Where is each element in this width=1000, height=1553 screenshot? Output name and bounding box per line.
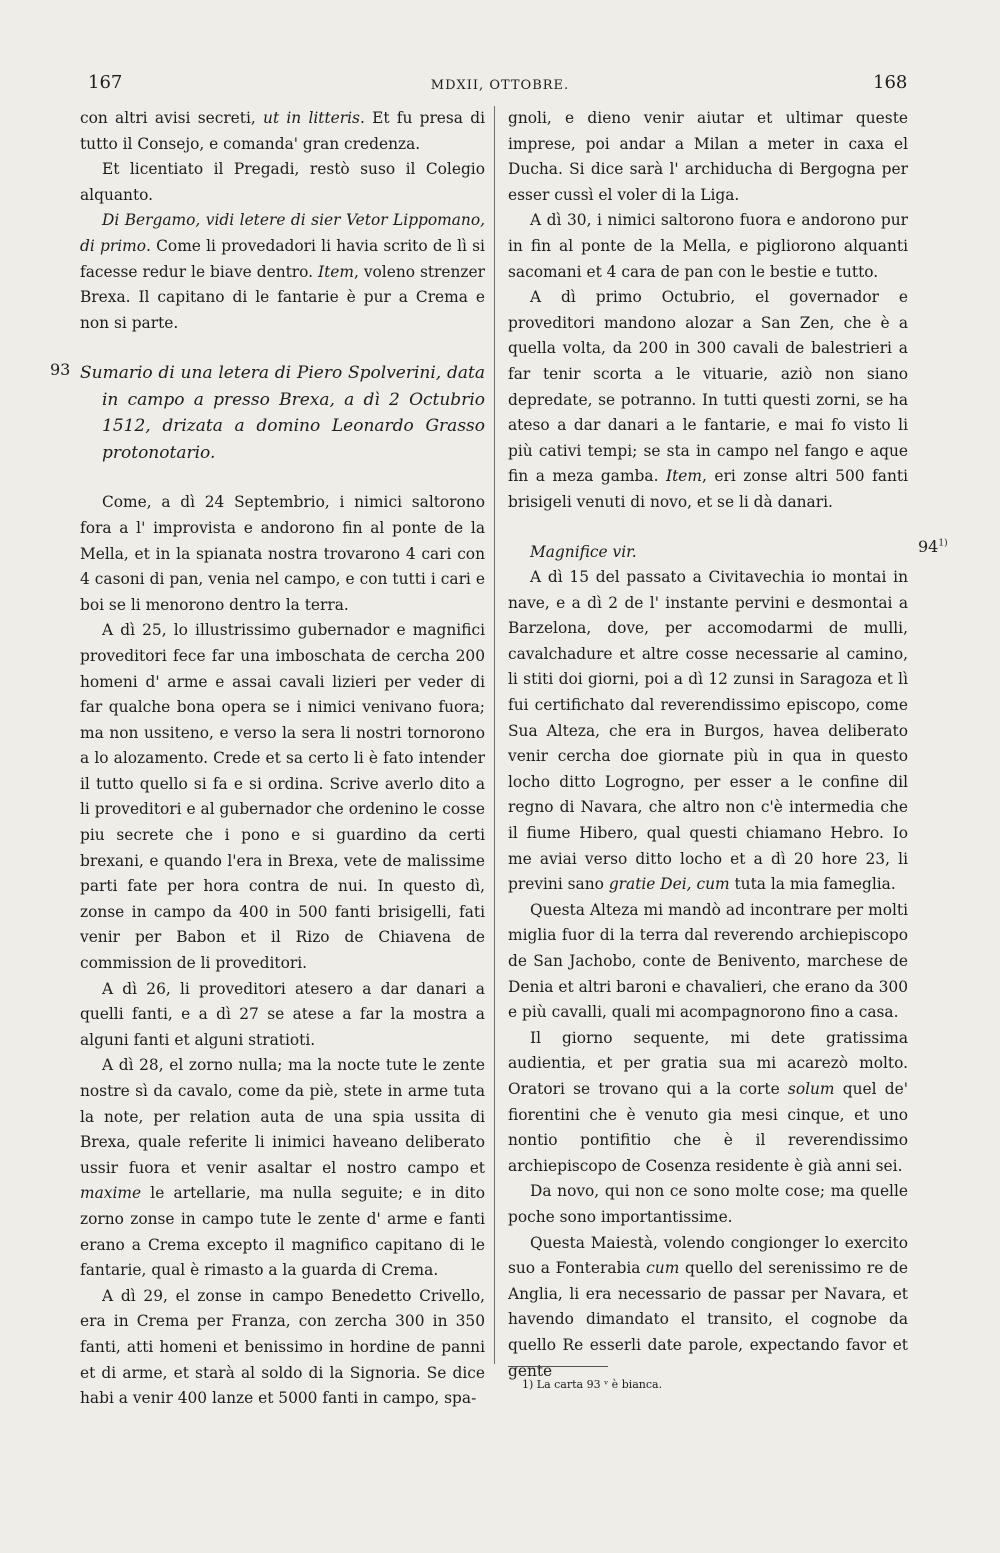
margin-number-93: 93 <box>50 360 71 379</box>
salutation: Magnifice vir. <box>530 542 637 561</box>
paragraph: A dì 15 del passato a Civitavechia io montai in nave, e a dì 2 de l' instante pervini e desmontai a Barzelona, dove, per accomodarmi de mulli, cavalchadure et altre cosse necessarie al camino, li stiti doi giorni, poi a dì 12 zunsi in Saragoza et lì fui certifichato dal reverendissimo episcopo, come Sua Alteza, che era in Burgos, havea deliberato venir cercha doe giornate più in qua in questo locho ditto Logrogno, per esser a le confine dil regno di Navara, che altro non c'è intermedia che il fiume Hibero, qual questi chiamano Hebro. Io me aviai verso ditto locho et a dì 20 hore 23, li previni sano gratie Dei, cum tuta la mia fameglia. <box>508 568 908 894</box>
column-right <box>508 106 908 1384</box>
paragraph: A dì 30, i nimici saltorono fuora e andorono pur in fin al ponte de la Mella, e pigliorono alquanti sacomani et 4 cara de pan con le bestie e tutto. <box>508 211 908 281</box>
margin-number-94-value: 94 <box>918 537 939 556</box>
column-divider <box>494 106 495 1364</box>
paragraph: A dì 26, li proveditori atesero a dar danari a quelli fanti, e a dì 27 se atese a far la mostra a alguni fanti et alguni stratioti. <box>80 979 485 1049</box>
paragraph: Da novo, qui non ce sono molte cose; ma quelle poche sono importantissime. <box>508 1182 908 1226</box>
paragraph: Di Bergamo, vidi letere di sier Vetor Lippomano, di primo. Come li provedadori li havia scrito de lì si facesse redur le biave dentro. Item, voleno strenzer Brexa. Il capitano di le fantarie è pur a Crema e non si parte. <box>80 211 485 332</box>
page-number-right: 168 <box>873 72 908 93</box>
footnote: 1) La carta 93 ᵛ è bianca. <box>522 1378 663 1391</box>
running-head: MDXII, OTTOBRE. <box>430 78 570 93</box>
paragraph: Questa Maiestà, volendo congionger lo exercito suo a Fonterabia cum quello del serenissimo re de Anglia, li era necessario de passar per Navara, et havendo dimandato el transito, el cognobe da quello Re esserli date parole, expectando favor et gente <box>508 1233 908 1380</box>
paragraph: A dì 25, lo illustrissimo gubernador e magnifici proveditori fece far una imboschata de cercha 200 homeni d' arme e assai cavali lizieri per veder di far qualche bona opera se i nimici venivano fuora; ma non ussiteno, e verso la sera li nostri tornorono a lo alozamento. Crede et sa certo li è fato intender il tutto quello si fa e si ordina. Scrive averlo dito a li proveditori e al gubernador che ordenino le cosse piu secrete che i pono e si guardino da certi brexani, e quando l'era in Brexa, vete de malissime parti fate per hora contra de nui. In questo dì, zonse in campo da 400 in 500 fanti brisigelli, fati venir per Babon et il Rizo de Chiavena de commission de li proveditori. <box>80 621 485 973</box>
letter-heading: Sumario di una letera di Piero Spolverini, data in campo a presso Brexa, a dì 2 Octubrio 1512, drizata a domino Leonardo Grasso protonotario. <box>80 363 485 463</box>
paragraph: Il giorno sequente, mi dete gratissima audientia, et per gratia sua mi acarezò molto. Oratori se trovano qui a la corte solum quel de' fiorentini che è venuto gia mesi cinque, et uno nontio pontifitio che è il reverendissimo archiepiscopo de Cosenza residente è già anni sei. <box>508 1028 908 1175</box>
paragraph: Et licentiato il Pregadi, restò suso il Colegio alquanto. <box>80 160 485 204</box>
paragraph: gnoli, e dieno venir aiutar et ultimar queste imprese, poi andar a Milan a meter in caxa el Ducha. Si dice sarà l' archiducha di Bergogna per esser cussì el voler di la Liga. <box>508 109 908 204</box>
footnote-marker: 1) <box>938 538 948 549</box>
margin-number-94 <box>918 537 948 556</box>
page-number-left: 167 <box>88 72 123 93</box>
paragraph: Come, a dì 24 Septembrio, i nimici saltorono fora a l' improvista e andorono fin al ponte de la Mella, et in la spianata nostra trovarono 4 cari con 4 casoni di pan, venia nel campo, e con tutti i cari e boi se li menorono dentro la terra. <box>80 493 485 614</box>
paragraph: A dì 28, el zorno nulla; ma la nocte tute le zente nostre sì da cavalo, come da piè, stete in arme tuta la note, per relation auta de una spia ussita di Brexa, quale referite li inimici haveano deliberato ussir fuora et venir asaltar el nostro campo et maxime le artellarie, ma nulla seguite; e in dito zorno zonse in campo tute le zente d' arme e fanti erano a Crema excepto il magnifico capitano di le fantarie, qual è rimasto a la guarda di Crema. <box>80 1056 485 1280</box>
column-left <box>80 106 485 1412</box>
paragraph: A dì primo Octubrio, el governador e proveditori mandono alozar a San Zen, che è a quella volta, da 200 in 300 cavali de balestrieri a far tenir scorta a le vituarie, aziò non siano depredate, se potranno. In tutti questi zorni, se ha ateso a dar danari a le fantarie, e mai fo visto li più cativi tempi; se sta in campo nel fango e aque fin a meza gamba. Item, eri zonse altri 500 fanti brisigeli venuti di novo, et se li dà danari. <box>508 288 909 511</box>
paragraph: con altri avisi secreti, ut in litteris. Et fu presa di tutto il Consejo, e comanda' gran credenza. <box>80 109 486 153</box>
paragraph: Questa Alteza mi mandò ad incontrare per molti miglia fuor di la terra dal reverendo archiepiscopo de San Jachobo, conte de Benivento, marchese de Denia et altri baroni e chavalieri, che erano da 300 e più cavalli, quali mi acompagnorono fino a casa. <box>508 900 908 1022</box>
footnote-rule <box>508 1366 608 1367</box>
paragraph: A dì 29, el zonse in campo Benedetto Crivello, era in Crema per Franza, con zercha 300 in 350 fanti, atti homeni et benissimo in hordine de panni et di arme, et starà al soldo di la Signoria. Se dice habi a venir 400 lanze et 5000 fanti in campo, spa- <box>80 1286 485 1408</box>
